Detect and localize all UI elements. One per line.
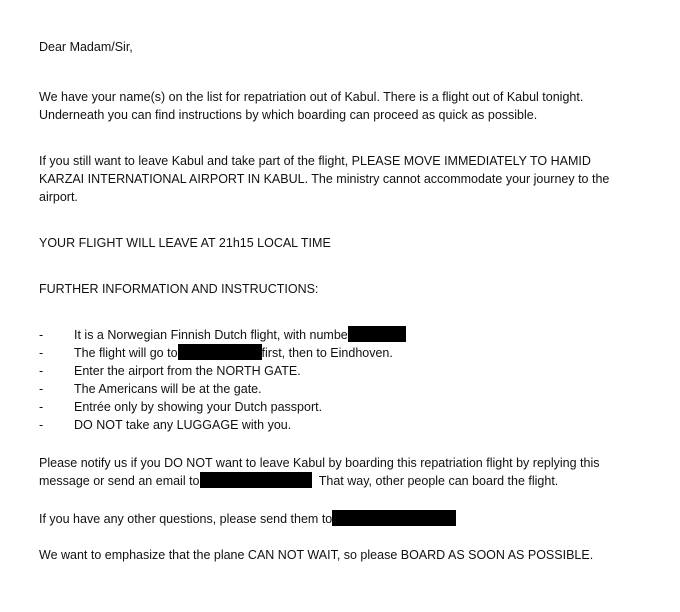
passport-text: Entrée only by showing your Dutch passport.: [74, 400, 323, 414]
closing-paragraph: We want to emphasize that the plane CAN NOT WAIT, so please BOARD AS SOON AS POSSIBLE.: [39, 548, 594, 562]
bullet-dash: -: [39, 418, 44, 432]
notify-paragraph: [39, 454, 639, 490]
redaction-bar: [348, 326, 406, 342]
bullet-dash: -: [39, 346, 44, 360]
letter-body: [39, 38, 639, 564]
bullet-dash: -: [39, 364, 44, 378]
instructions-list: [39, 326, 639, 434]
bullet-dash: -: [39, 400, 44, 414]
list-item: [39, 362, 639, 380]
list-item: [39, 344, 639, 362]
list-item: [39, 398, 639, 416]
list-item: [39, 380, 639, 398]
flight-type-text: It is a Norwegian Finnish Dutch flight, with numbe: [74, 328, 348, 342]
notify-text-after: That way, other people can board the flight.: [315, 474, 559, 488]
salutation: Dear Madam/Sir,: [39, 40, 133, 54]
route-text-after: first, then to Eindhoven.: [261, 346, 393, 360]
bullet-dash: -: [39, 382, 44, 396]
gate-text: Enter the airport from the NORTH GATE.: [74, 364, 301, 378]
list-item: [39, 416, 639, 434]
luggage-text: DO NOT take any LUGGAGE with you.: [74, 418, 292, 432]
americans-text: The Americans will be at the gate.: [74, 382, 262, 396]
instructions-paragraph: If you still want to leave Kabul and take part of the flight, PLEASE MOVE IMMEDIATELY TO HAMID KARZAI INTERNATIONAL AIRPORT IN KABUL. The ministry cannot accommodate your journey to the airport.: [39, 154, 610, 204]
intro-paragraph: We have your name(s) on the list for repatriation out of Kabul. There is a flight out of Kabul tonight. Underneath you can find instructions by which boarding can proceed as quick as possible.: [39, 90, 584, 122]
questions-text: If you have any other questions, please send them to: [39, 512, 333, 526]
flight-time-notice: YOUR FLIGHT WILL LEAVE AT 21h15 LOCAL TIME: [39, 236, 331, 250]
further-information-heading: FURTHER INFORMATION AND INSTRUCTIONS:: [39, 282, 319, 296]
list-item: [39, 326, 639, 344]
bullet-dash: -: [39, 328, 44, 342]
redaction-bar: [200, 472, 312, 488]
redaction-bar: [332, 510, 456, 526]
notify-text-before: Please notify us if you DO NOT want to leave Kabul by boarding this repatriation flight by replying this message or send an email to: [39, 456, 600, 488]
questions-paragraph: [39, 510, 639, 528]
route-text-before: The flight will go to: [74, 346, 178, 360]
redaction-bar: [178, 344, 262, 360]
